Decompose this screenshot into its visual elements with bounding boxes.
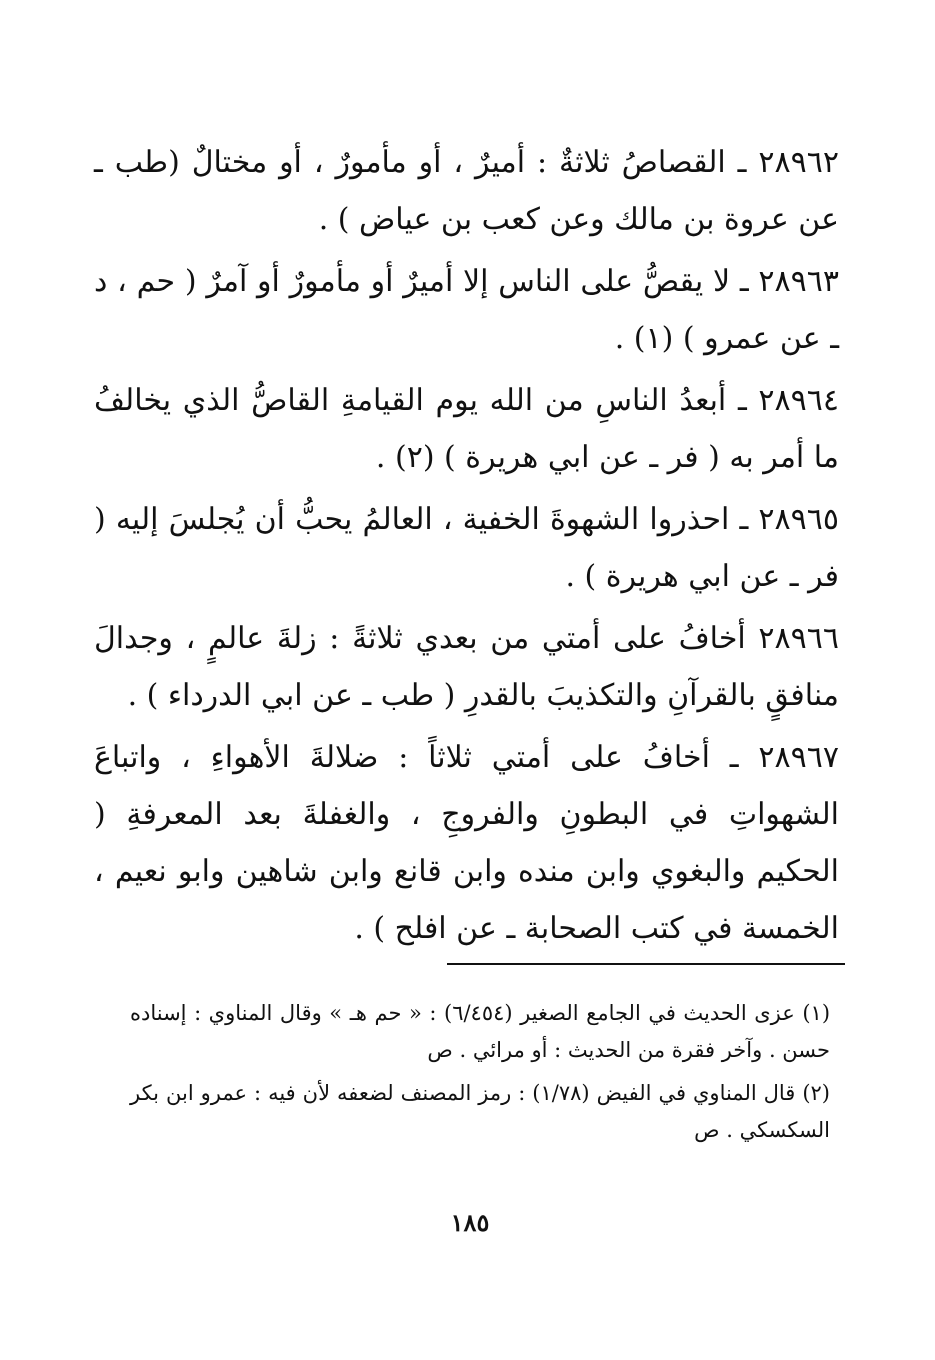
hadith-28964: ٢٨٩٦٤ ـ أبعدُ الناسِ من الله يوم القيامةِ القاصُّ الذي يخالفُ ما أمر به ( فر ـ عن ابي هريرة ) (٢) . <box>94 383 839 475</box>
footnote-separator <box>447 963 845 965</box>
hadith-28966: ٢٨٩٦٦ أخافُ على أمتي من بعدي ثلاثةً : زلةَ عالمٍ ، وجدالَ منافقٍ بالقرآنِ والتكذيبَ بالقدرِ ( طب ـ عن ابي الدرداء ) . <box>94 621 839 713</box>
page-number: ١٨٥ <box>450 1208 490 1237</box>
footnote-1: (١) عزى الحديث في الجامع الصغير (٦/٤٥٤) : « حم هـ » وقال المناوي : إسناده حسن . وآخر فقرة من الحديث : أو مرائي . ص <box>130 1001 831 1062</box>
hadith-28965: ٢٨٩٦٥ ـ احذروا الشهوةَ الخفية ، العالمُ يحبُّ أن يُجلسَ إليه ( فر ـ عن ابي هريرة ) . <box>94 502 839 594</box>
hadith-28963: ٢٨٩٦٣ ـ لا يقصُّ على الناس إلا أميرٌ أو مأمورٌ أو آمرٌ ( حم ، د ـ عن عمرو ) (١) . <box>94 264 839 356</box>
hadith-28962: ٢٨٩٦٢ ـ القصاصُ ثلاثةٌ : أميرٌ ، أو مأمورٌ ، أو مختالٌ (طب ـ عن عروة بن مالك وعن كعب بن عياض ) . <box>94 145 839 237</box>
footnote-2: (٢) قال المناوي في الفيض (١/٧٨) : رمز المصنف لضعفه لأن فيه : عمرو ابن بكر السكسكي . ص <box>130 1081 830 1142</box>
hadith-28967: ٢٨٩٦٧ ـ أخافُ على أمتي ثلاثاً : ضلالةَ الأهواءِ ، واتباعَ الشهواتِ في البطونِ والفروجِ ، والغفلةَ بعد المعرفةِ ( الحكيم والبغوي وابن منده وابن قانع وابن شاهين وابو نعيم ، الخمسة في كتب الصحابة ـ عن افلح ) . <box>94 740 839 946</box>
